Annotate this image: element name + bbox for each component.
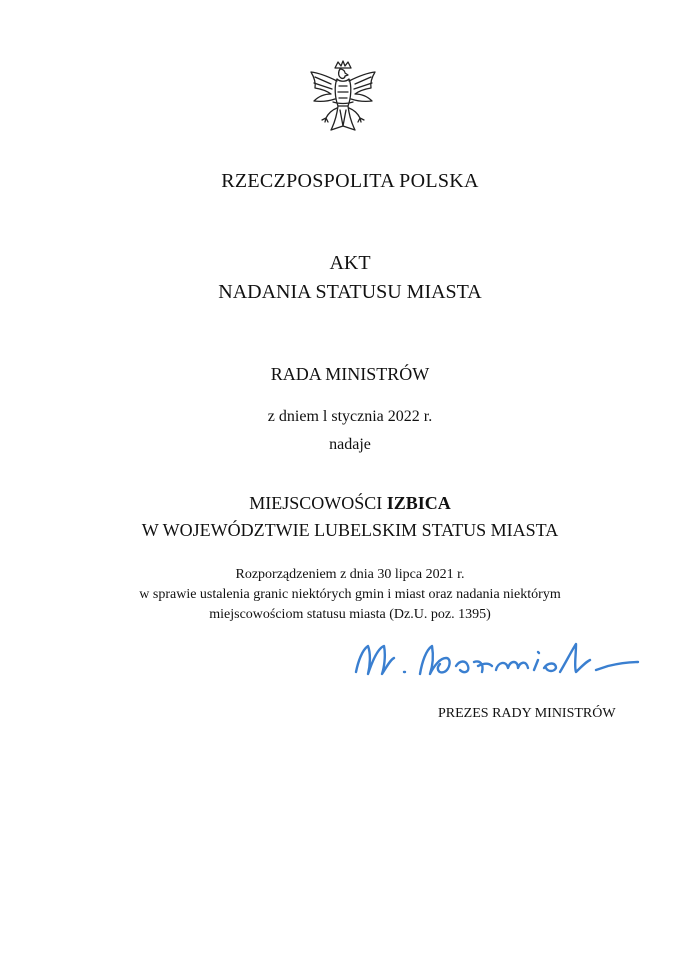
polish-eagle-emblem-icon: [307, 60, 379, 140]
legal-basis-line-3: miejscowościom statusu miasta (Dz.U. poz. 1395): [209, 607, 491, 622]
grant-verb: nadaje: [329, 436, 371, 453]
issuing-authority: RADA MINISTRÓW: [270, 364, 430, 384]
grant-prefix: MIEJSCOWOŚCI: [249, 493, 387, 513]
act-label: AKT: [329, 252, 371, 274]
grant-status-line: W WOJEWÓDZTWIE LUBELSKIM STATUS MIASTA: [141, 520, 559, 540]
grant-town-line: [0, 493, 700, 514]
legal-basis-line-1: Rozporządzeniem z dnia 30 lipca 2021 r.: [235, 567, 465, 582]
town-name: IZBICA: [386, 493, 451, 513]
act-title: NADANIA STATUSU MIASTA: [218, 281, 482, 303]
legal-basis-line-2: w sprawie ustalenia granic niektórych gmin i miast oraz nadania niektórym: [139, 587, 561, 602]
handwritten-signature-icon: [346, 636, 672, 686]
signer-title: PREZES RADY MINISTRÓW: [438, 706, 616, 721]
effective-date: z dniem l stycznia 2022 r.: [267, 408, 433, 425]
country-name: RZECZPOSPOLITA POLSKA: [221, 170, 479, 192]
